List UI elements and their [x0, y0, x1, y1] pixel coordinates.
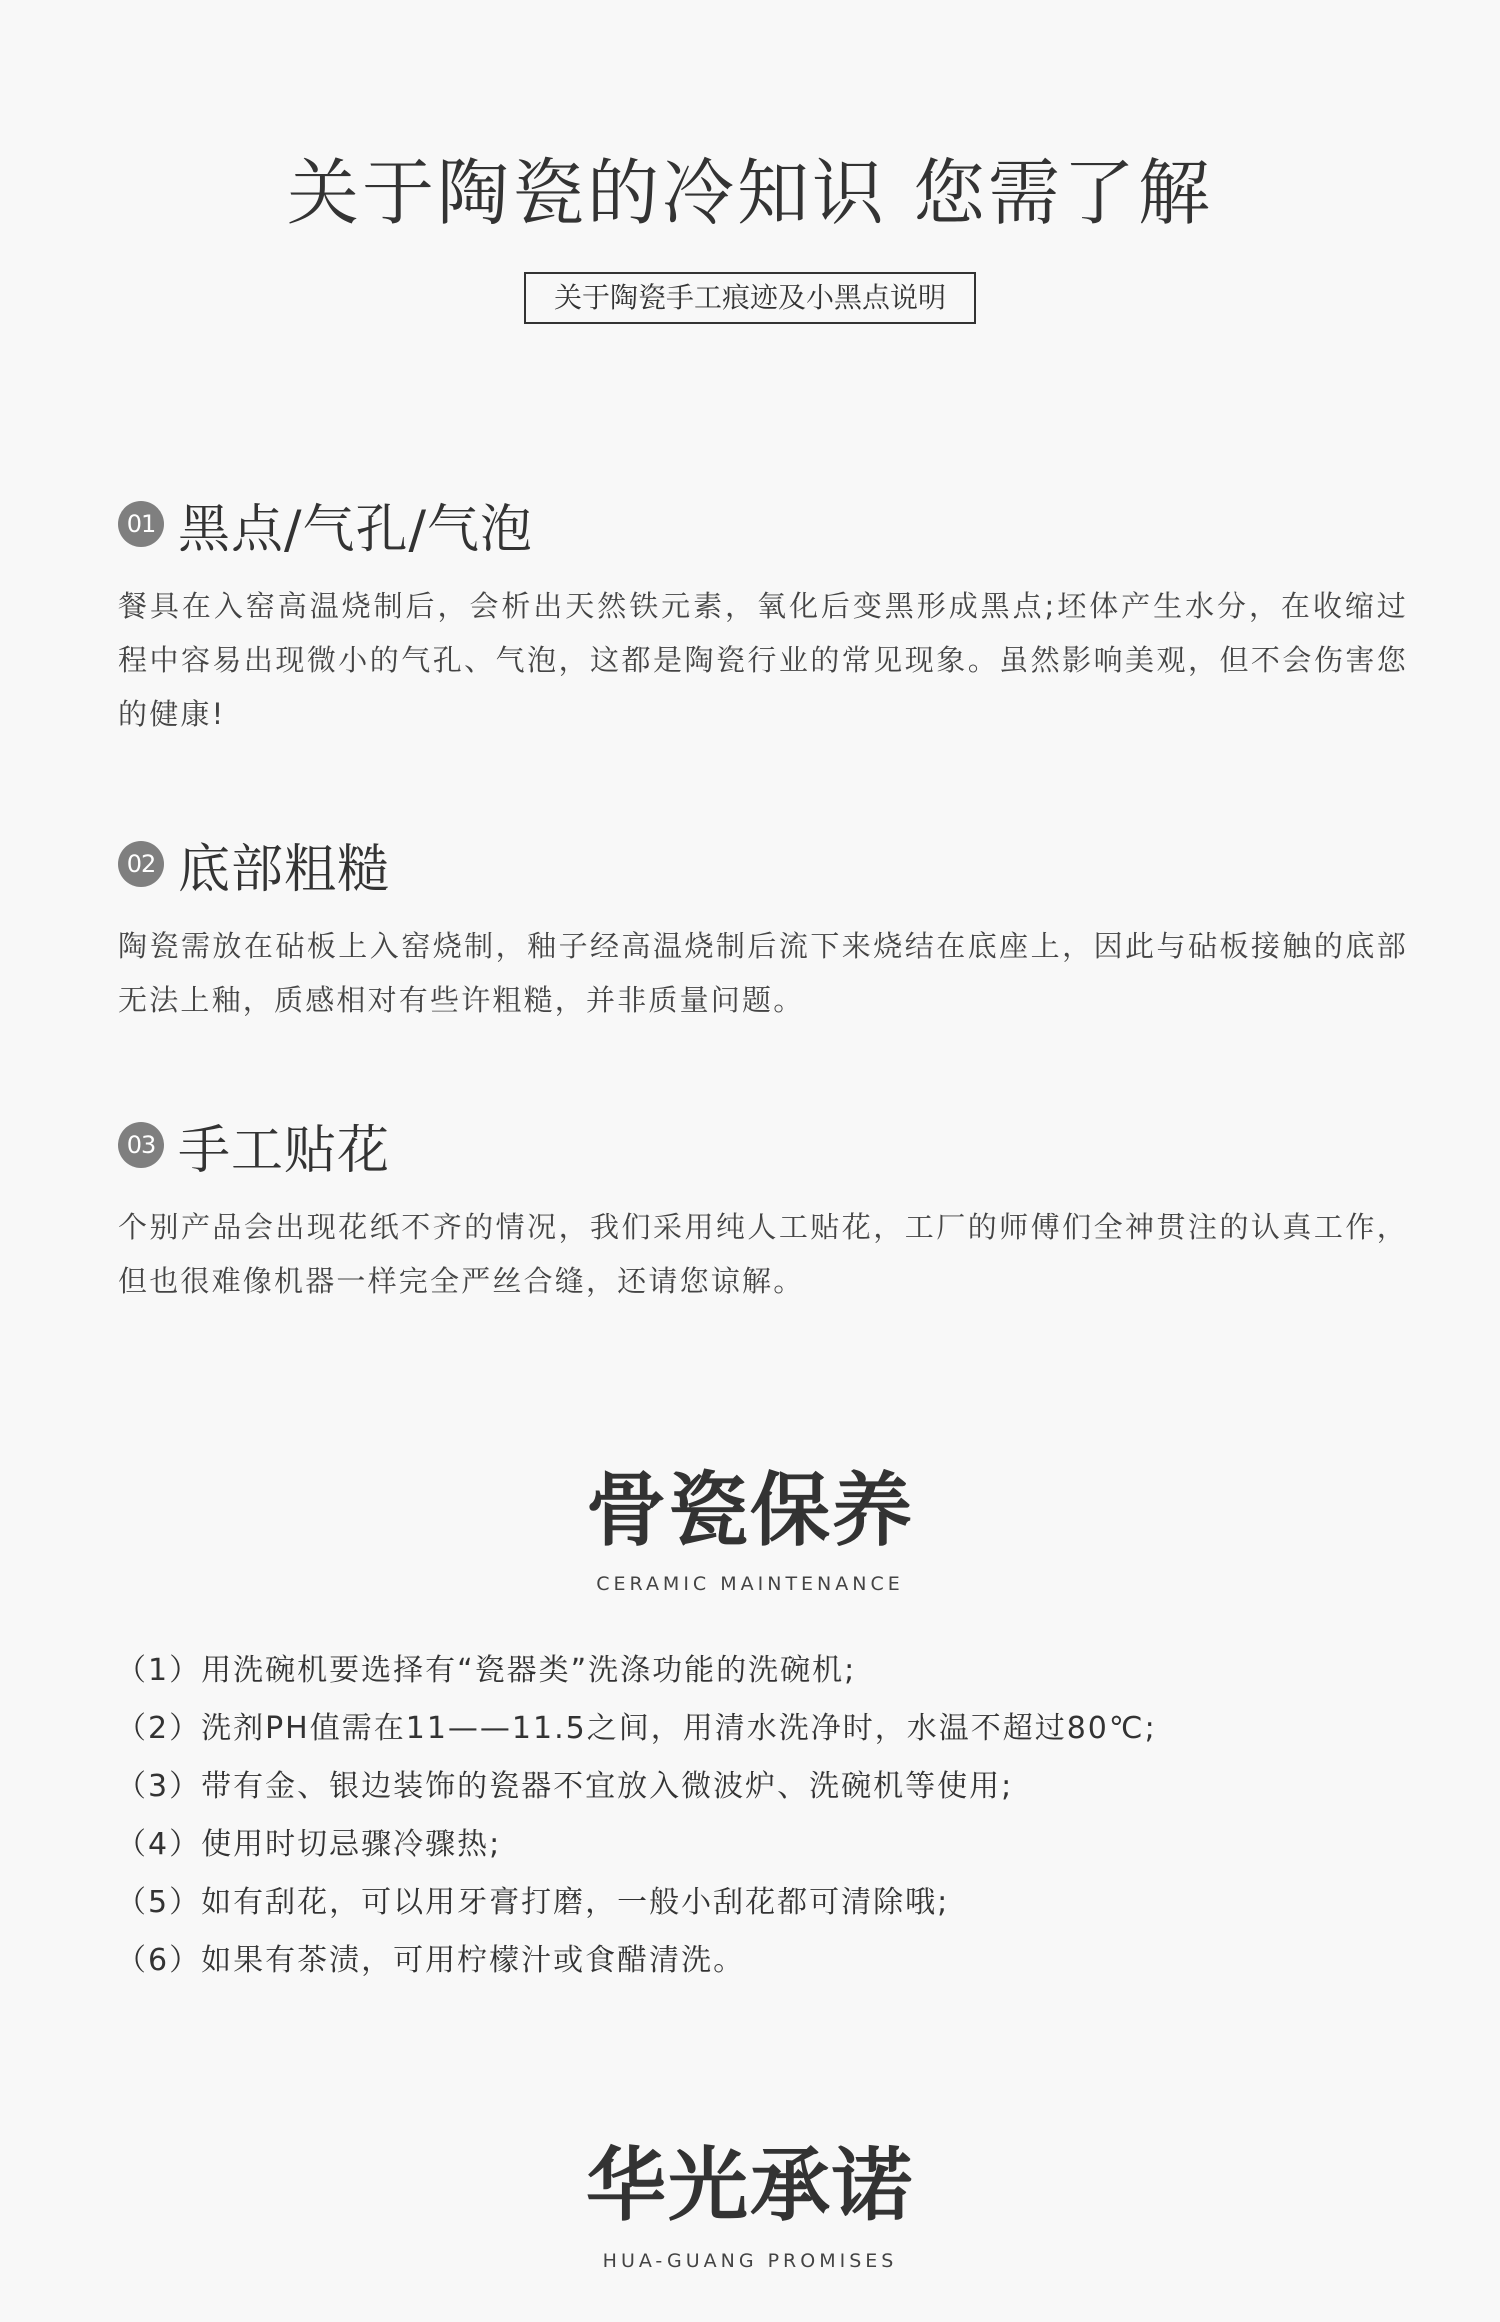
section-body: 餐具在入窑高温烧制后，会析出天然铁元素，氧化后变黑形成黑点;坯体产生水分，在收缩过程中容易出现微小的气孔、气泡，这都是陶瓷行业的常见现象。虽然影响美观，但不会伤害您的健康! — [118, 589, 1408, 731]
number-badge: 03 — [118, 1122, 164, 1168]
promise-title: 华光承诺 — [586, 2139, 914, 2232]
section-black-dots — [118, 489, 1408, 741]
number-badge: 02 — [118, 841, 164, 887]
page-title: 关于陶瓷的冷知识 您需了解 — [287, 151, 1213, 235]
section-hand-decal — [118, 1110, 1408, 1308]
subtitle-wrap — [0, 272, 1500, 324]
section-title: 黑点/气孔/气泡 — [178, 499, 534, 560]
list-item: （6）如果有茶渍，可用柠檬汁或食醋清洗。 — [116, 1943, 746, 1978]
list-item: （4）使用时切忌骤冷骤热; — [116, 1827, 502, 1862]
section-rough-bottom — [118, 829, 1408, 1027]
number-badge: 01 — [118, 501, 164, 547]
subtitle-box: 关于陶瓷手工痕迹及小黑点说明 — [524, 272, 976, 324]
section-title: 手工贴花 — [178, 1120, 391, 1181]
section-title: 底部粗糙 — [178, 839, 391, 900]
list-item: （5）如有刮花，可以用牙膏打磨，一般小刮花都可清除哦; — [116, 1885, 950, 1920]
section-body: 陶瓷需放在砧板上入窑烧制，釉子经高温烧制后流下来烧结在底座上，因此与砧板接触的底部无法上釉，质感相对有些许粗糙，并非质量问题。 — [118, 929, 1408, 1017]
section-body: 个别产品会出现花纸不齐的情况，我们采用纯人工贴花，工厂的师傅们全神贯注的认真工作，但也很难像机器一样完全严丝合缝，还请您谅解。 — [118, 1210, 1408, 1298]
maintenance-subtitle: CERAMIC MAINTENANCE — [596, 1573, 904, 1595]
section-head — [118, 489, 1408, 559]
promise-subtitle: HUA-GUANG PROMISES — [602, 2250, 898, 2272]
section-head — [118, 829, 1408, 899]
section-head — [118, 1110, 1408, 1180]
maintenance-list — [116, 1642, 1406, 1990]
list-item: （3）带有金、银边装饰的瓷器不宜放入微波炉、洗碗机等使用; — [116, 1769, 1014, 1804]
list-item: （2）洗剂PH值需在11——11.5之间，用清水洗净时，水温不超过80℃; — [116, 1711, 1157, 1746]
list-item: （1）用洗碗机要选择有“瓷器类”洗涤功能的洗碗机; — [116, 1653, 857, 1688]
maintenance-title: 骨瓷保养 — [586, 1464, 914, 1557]
